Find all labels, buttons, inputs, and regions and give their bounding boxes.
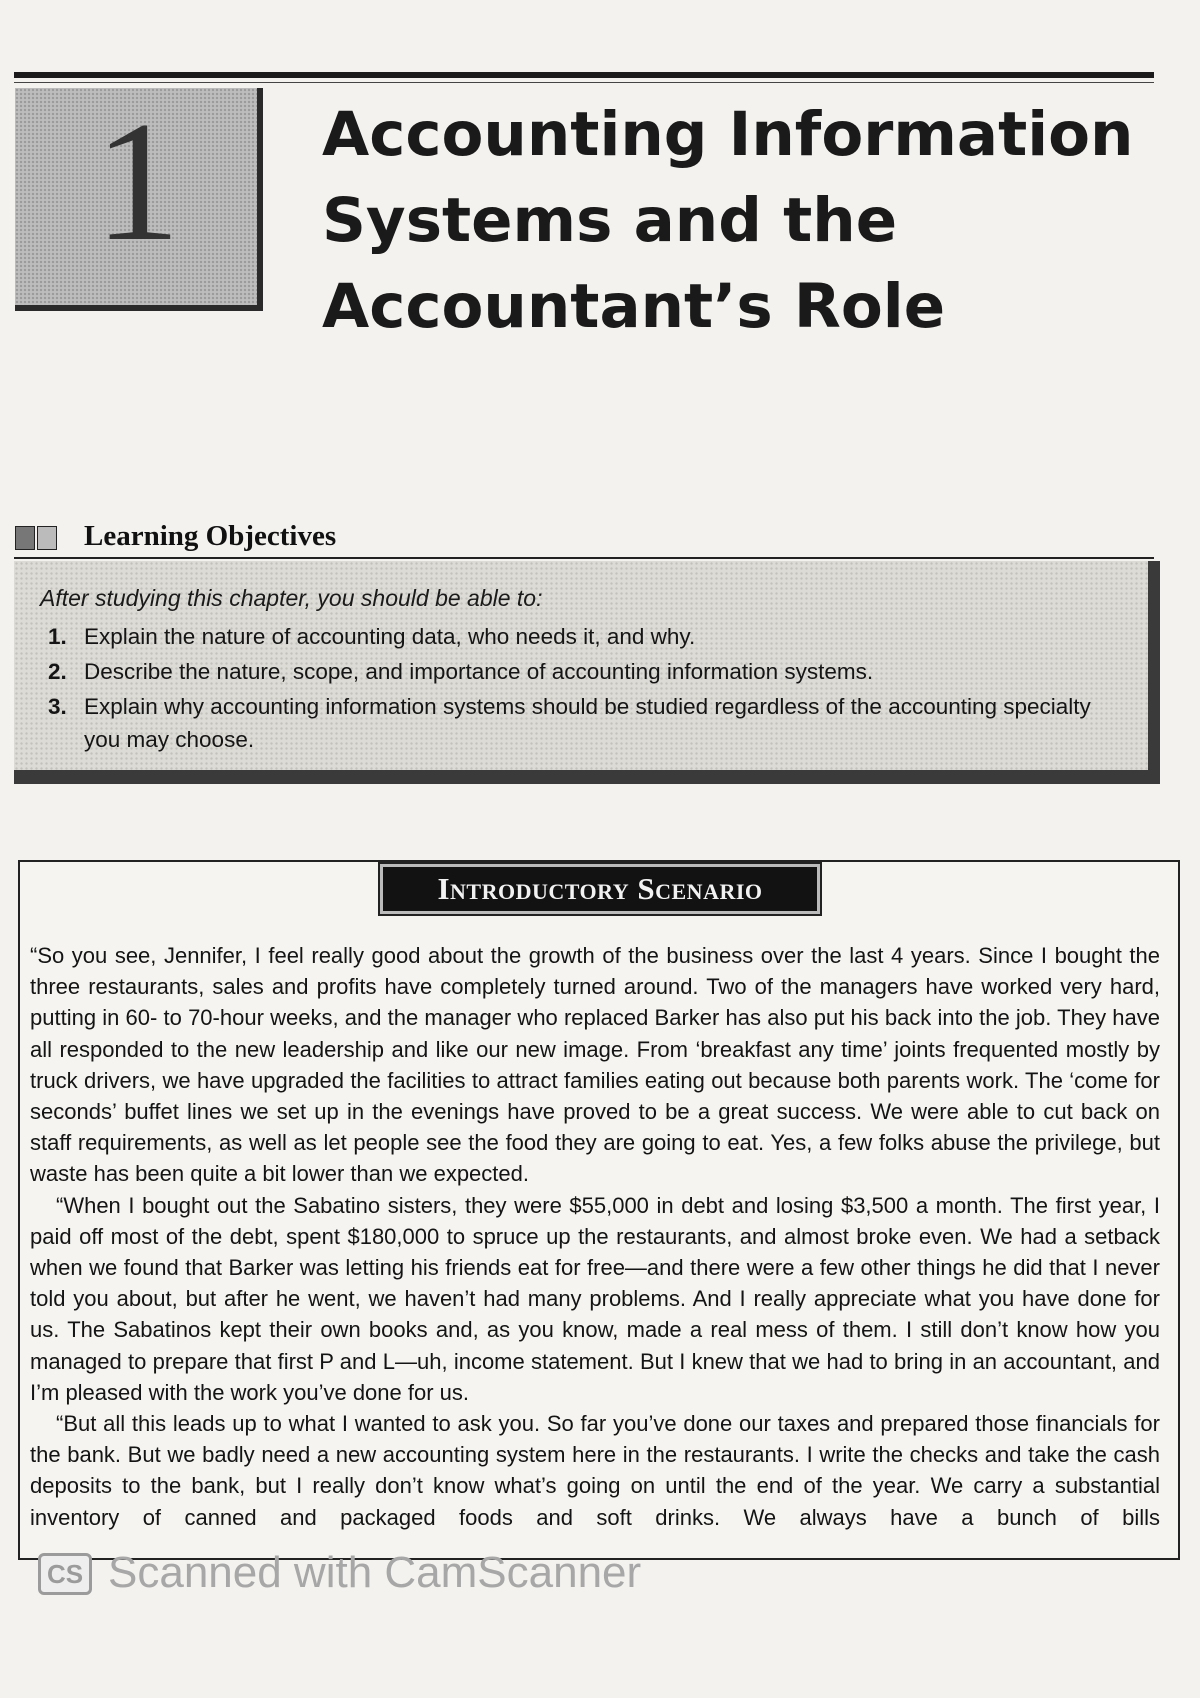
learning-objectives-heading: Learning Objectives (84, 520, 337, 552)
learning-objectives-list (48, 620, 1108, 758)
objective-number: 2. (48, 659, 67, 684)
header-top-rule (14, 72, 1154, 78)
header-thin-rule (14, 82, 1154, 83)
scenario-label: Introductory Scenario (380, 864, 820, 914)
scenario-paragraph: “But all this leads up to what I wanted to ask you. So far you’ve done our taxes and prepared those financials for the bank. But we badly need a new accounting system here in the restaurants. I write the checks and take the cash deposits to the bank, but I really don’t know what’s going on until the end of the year. We carry a substantial inventory of canned and packaged foods and soft drinks. We always have a bunch of bills (30, 1411, 1160, 1530)
objective-text: Describe the nature, scope, and importance of accounting information systems. (84, 659, 874, 684)
objective-number: 3. (48, 694, 67, 719)
objective-number: 1. (48, 624, 67, 649)
objective-text: Explain the nature of accounting data, who needs it, and why. (84, 624, 696, 649)
camscanner-logo-icon: CS (38, 1553, 92, 1595)
learning-objectives-rule (14, 557, 1154, 559)
scenario-paragraph: “So you see, Jennifer, I feel really good about the growth of the business over the last 4 years. Since I bought the three restaurants, sales and profits have completely turned around. Two of the managers have worked very hard, putting in 60- to 70-hour weeks, and the manager who replaced Barker has also put his back into the job. They have all responded to the new leadership and like our new image. From ‘breakfast any time’ joints frequented mostly by truck drivers, we have upgraded the facilities to attract families eating out because both parents work. The ‘come for seconds’ buffet lines we set up in the evenings have proved to be a great success. We were able to cut back on staff requirements, as well as let people see the food they are going to eat. Yes, a few folks abuse the privilege, but waste has been quite a bit lower than we expected. (30, 943, 1160, 1187)
learning-objective-item (48, 655, 1108, 688)
learning-objective-item (48, 690, 1108, 756)
learning-objectives-intro: After studying this chapter, you should be able to: (40, 585, 543, 611)
learning-objectives-icon (15, 526, 59, 552)
chapter-number: 1 (94, 87, 181, 277)
scenario-body (30, 940, 1160, 1533)
chapter-number-box (15, 88, 263, 311)
learning-objective-item (48, 620, 1108, 653)
watermark-text: Scanned with CamScanner (108, 1548, 642, 1597)
objective-text: Explain why accounting information systems should be studied regardless of the accounting specialty you may choose. (84, 694, 1091, 752)
scenario-paragraph: “When I bought out the Sabatino sisters, they were $55,000 in debt and losing $3,500 a month. The first year, I paid off most of the debt, spent $180,000 to spruce up the restaurants, and almost broke even. We had a setback when we found that Barker was letting his friends eat for free—and there were a few other things he did that I never told you about, but after he went, we haven’t had many problems. And I really appreciate what you have done for us. The Sabatinos kept their own books and, as you know, made a real mess of them. I still don’t know how you managed to prepare that first P and L—uh, income statement. But I knew that we had to bring in an accountant, and I’m pleased with the work you’ve done for us. (30, 1192, 1160, 1405)
chapter-title: Accounting Information Systems and the Accountant’s Role (322, 99, 1134, 342)
